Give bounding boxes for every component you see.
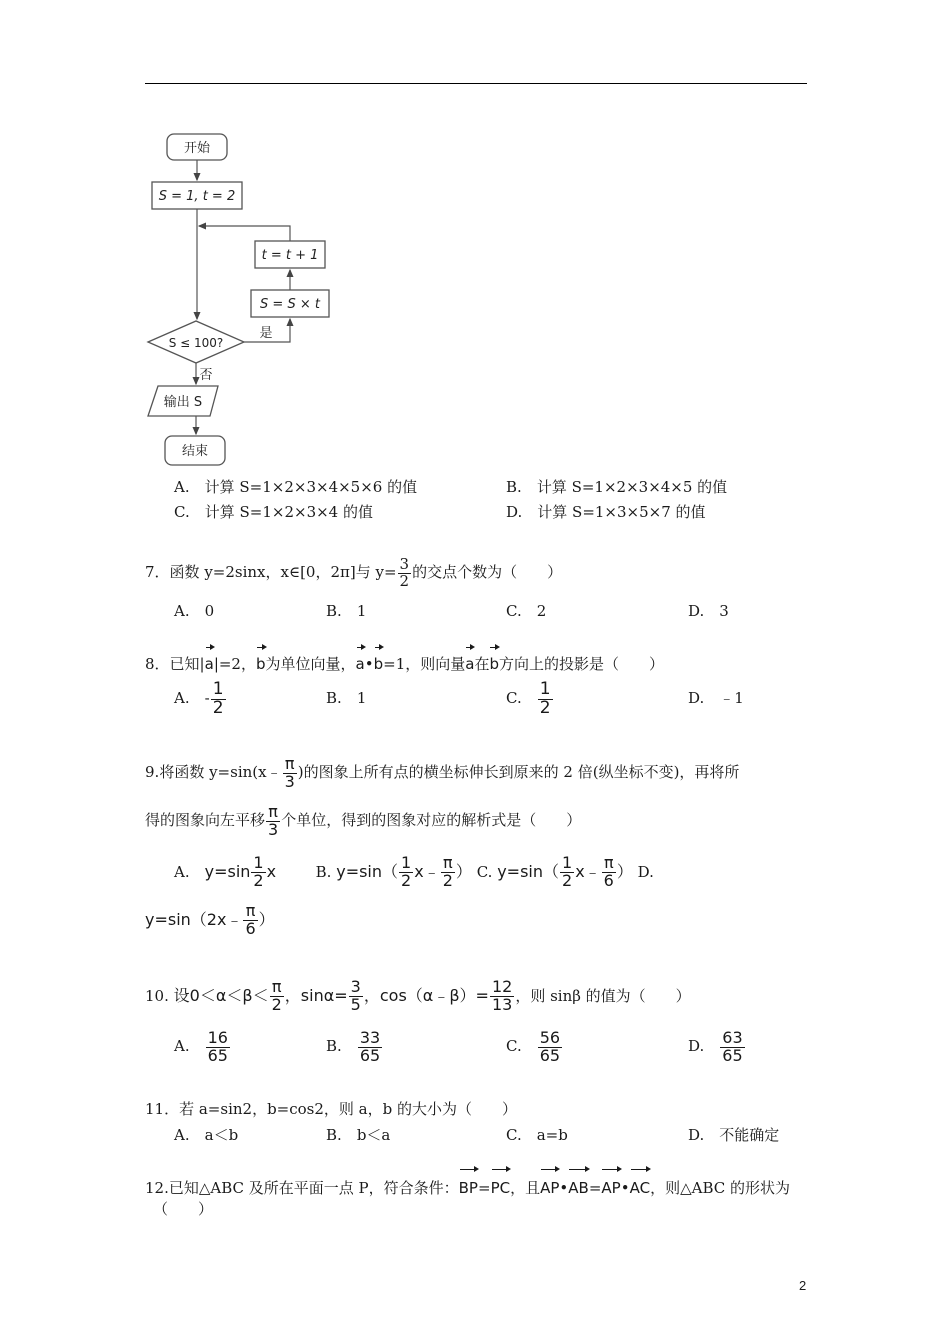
flow-start-label: 开始 <box>183 141 211 156</box>
q9-option-d: y=sin（2x﹣ $\frac{\pi}{6}$ ） <box>145 901 275 938</box>
q9-stem-line2: 得的图象向左平移 $\frac{\pi}{3}$ 个单位，得到的图象对应的解析式是（ ） <box>145 801 582 839</box>
q10-option-a: A. $\frac{16}{65}$ <box>174 1027 228 1065</box>
q6-option-c: C. 计算 S=1×2×3×4 的值 <box>174 503 373 521</box>
q9-stem-line1: 9.将函数 y=sin(x﹣ $\frac{\pi}{3}$ )的图象上所有点的横坐标伸长到原来的 2 倍(纵坐标不变)，再将所 <box>145 753 740 791</box>
q7-option-b: B. 1 <box>326 602 367 620</box>
q7-option-d: D. 3 <box>688 602 729 620</box>
q7-option-c: C. 2 <box>506 602 547 620</box>
q6-option-b: B. 计算 S=1×2×3×4×5 的值 <box>506 478 728 496</box>
q11-option-c: C. a=b <box>506 1126 568 1144</box>
q8-option-c: C. $\frac{1}{2}$ <box>506 678 551 718</box>
header-rule <box>145 83 807 84</box>
q9-options: A. y=sin $\frac{1}{2}$ x B. y=sin（ $\frac{1}{2}$ x﹣ $\frac{\pi}{2}$ ） C. y=sin（ $\frac{1}{2}$ x﹣ $\frac{\pi}{6}$ ） D. <box>174 853 654 890</box>
flow-no-label: 否 <box>199 368 213 383</box>
q8-option-b: B. 1 <box>326 689 367 707</box>
q10-option-c: C. $\frac{56}{65}$ <box>506 1027 561 1065</box>
flow-output-label: 输出 S <box>163 395 203 410</box>
q9-option-a: A. y=sin $\frac{1}{2}$ x <box>174 853 277 890</box>
q11-option-a: A. a＜b <box>174 1126 239 1144</box>
q6-option-d: D. 计算 S=1×3×5×7 的值 <box>506 503 706 521</box>
q8-option-d: D. ﹣1 <box>688 689 744 707</box>
flow-update-s-label: S = S × t <box>260 297 320 312</box>
flowchart <box>140 125 340 470</box>
q12-stem-paren: （ ） <box>153 1200 214 1218</box>
q9-option-b: B. y=sin（ $\frac{1}{2}$ x﹣ $\frac{\pi}{2}$ ） <box>315 853 472 890</box>
flow-condition-label: S ≤ 100? <box>168 336 224 350</box>
q8-stem: 8．已知|a|=2，b为单位向量，a•b=1，则向量a在b方向上的投影是（ ） <box>145 644 664 678</box>
flow-end-label: 结束 <box>181 444 209 459</box>
q10-stem: 10. 设0＜α＜β＜ $\frac{\pi}{2}$ ，sinα= $\frac{3}{5}$ ，cos（α﹣β）= $\frac{12}{13}$ ，则 sinβ 的值为（ ） <box>145 977 691 1014</box>
q11-option-d: D. 不能确定 <box>688 1126 780 1144</box>
q8-option-a: A. - $\frac{1}{2}$ <box>174 678 224 718</box>
flow-yes-label: 是 <box>259 326 273 341</box>
q7-stem: 7．函数 y=2sinx，x∈[0，2π]与 y= $\frac{3}{2}$ 的交点个数为（ ） <box>145 554 563 590</box>
q7-option-a: A. 0 <box>174 602 215 620</box>
page-number: 2 <box>799 1278 807 1293</box>
q12-stem: 12.已知△ABC 及所在平面一点 P，符合条件：BP=PC，且AP•AB=AP•AC，则△ABC 的形状为 <box>145 1166 790 1204</box>
q10-option-b: B. $\frac{33}{65}$ <box>326 1027 381 1065</box>
q6-option-a: A. 计算 S=1×2×3×4×5×6 的值 <box>174 478 418 496</box>
q10-option-d: D. $\frac{63}{65}$ <box>688 1027 743 1065</box>
q9-option-c: C. y=sin（ $\frac{1}{2}$ x﹣ $\frac{\pi}{6}$ ） <box>476 853 633 890</box>
flow-init-label: S = 1, t = 2 <box>158 189 236 204</box>
q11-stem: 11．若 a=sin2，b=cos2，则 a，b 的大小为（ ） <box>145 1100 517 1118</box>
q11-option-b: B. b＜a <box>326 1126 391 1144</box>
flow-update-t-label: t = t + 1 <box>261 248 319 263</box>
